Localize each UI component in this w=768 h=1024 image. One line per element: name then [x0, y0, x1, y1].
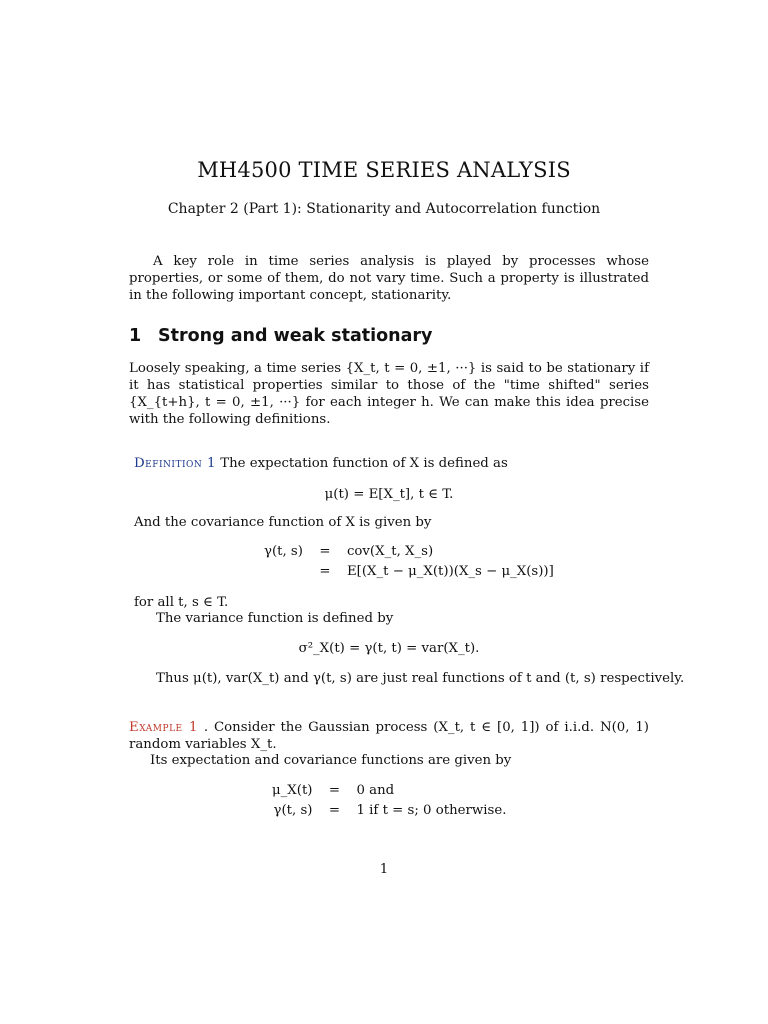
variance-equation: σ²_X(t) = γ(t, t) = var(X_t).	[298, 641, 480, 656]
example-intro: Its expectation and covariance functions are given by	[150, 753, 512, 768]
definition-summary: Thus μ(t), var(X_t) and γ(t, s) are just real functions of t and (t, s) respectively.	[156, 671, 685, 686]
document-title: MH4500 TIME SERIES ANALYSIS	[197, 158, 571, 182]
section-number: 1	[129, 326, 142, 346]
intro-paragraph: A key role in time series analysis is played by processes whose properties, or some of them, do not vary time. Such a property is illustrated in the following important concept, stationarity.	[129, 254, 649, 303]
equals-sign: =	[328, 783, 341, 798]
cov-rhs-1: cov(X_t, X_s)	[346, 544, 434, 559]
gamma-lhs: γ(t, s)	[273, 803, 313, 818]
mean-equation: μ(t) = E[X_t], t ∈ T.	[324, 487, 454, 502]
cov-rhs-2: E[(X_t − μ_X(t))(X_s − μ_X(s))]	[346, 564, 554, 579]
covariance-equation	[264, 542, 560, 582]
definition-line	[134, 455, 508, 472]
example-label: Example 1	[129, 720, 198, 735]
section-title: Strong and weak stationary	[158, 326, 433, 346]
mean-lhs: μ_X(t)	[272, 783, 313, 798]
definition-label: Definition 1	[134, 456, 216, 471]
example-paragraph	[129, 719, 649, 753]
forall-line: for all t, s ∈ T.	[134, 595, 229, 610]
mean-rhs: 0 and	[356, 783, 395, 798]
equals-sign: =	[319, 544, 331, 559]
equals-sign: =	[328, 803, 341, 818]
gamma-rhs: 1 if t = s; 0 otherwise.	[356, 803, 507, 818]
example-equations	[272, 781, 512, 821]
variance-intro: The variance function is defined by	[156, 611, 394, 626]
cov-lhs: γ(t, s)	[264, 544, 303, 559]
chapter-subtitle: Chapter 2 (Part 1): Stationarity and Autocorrelation function	[167, 201, 601, 217]
section-paragraph: Loosely speaking, a time series {X_t, t = 0, ±1, ···} is said to be stationary if it has statistical properties similar to those of the "time shifted" series {X_{t+h}, t = 0, ±1, ···} for each integer h. We can make this idea precise with the following definitions.	[129, 361, 649, 427]
equals-sign: =	[319, 564, 331, 579]
page-number: 1	[379, 862, 389, 877]
section-heading	[129, 326, 432, 346]
definition-text: The expectation function of X is defined as	[220, 456, 508, 471]
example-text: . Consider the Gaussian process (X_t, t ∈ [0, 1]) of i.i.d. N(0, 1) random variables X_t.	[129, 720, 649, 752]
covariance-intro: And the covariance function of X is given by	[134, 515, 432, 530]
